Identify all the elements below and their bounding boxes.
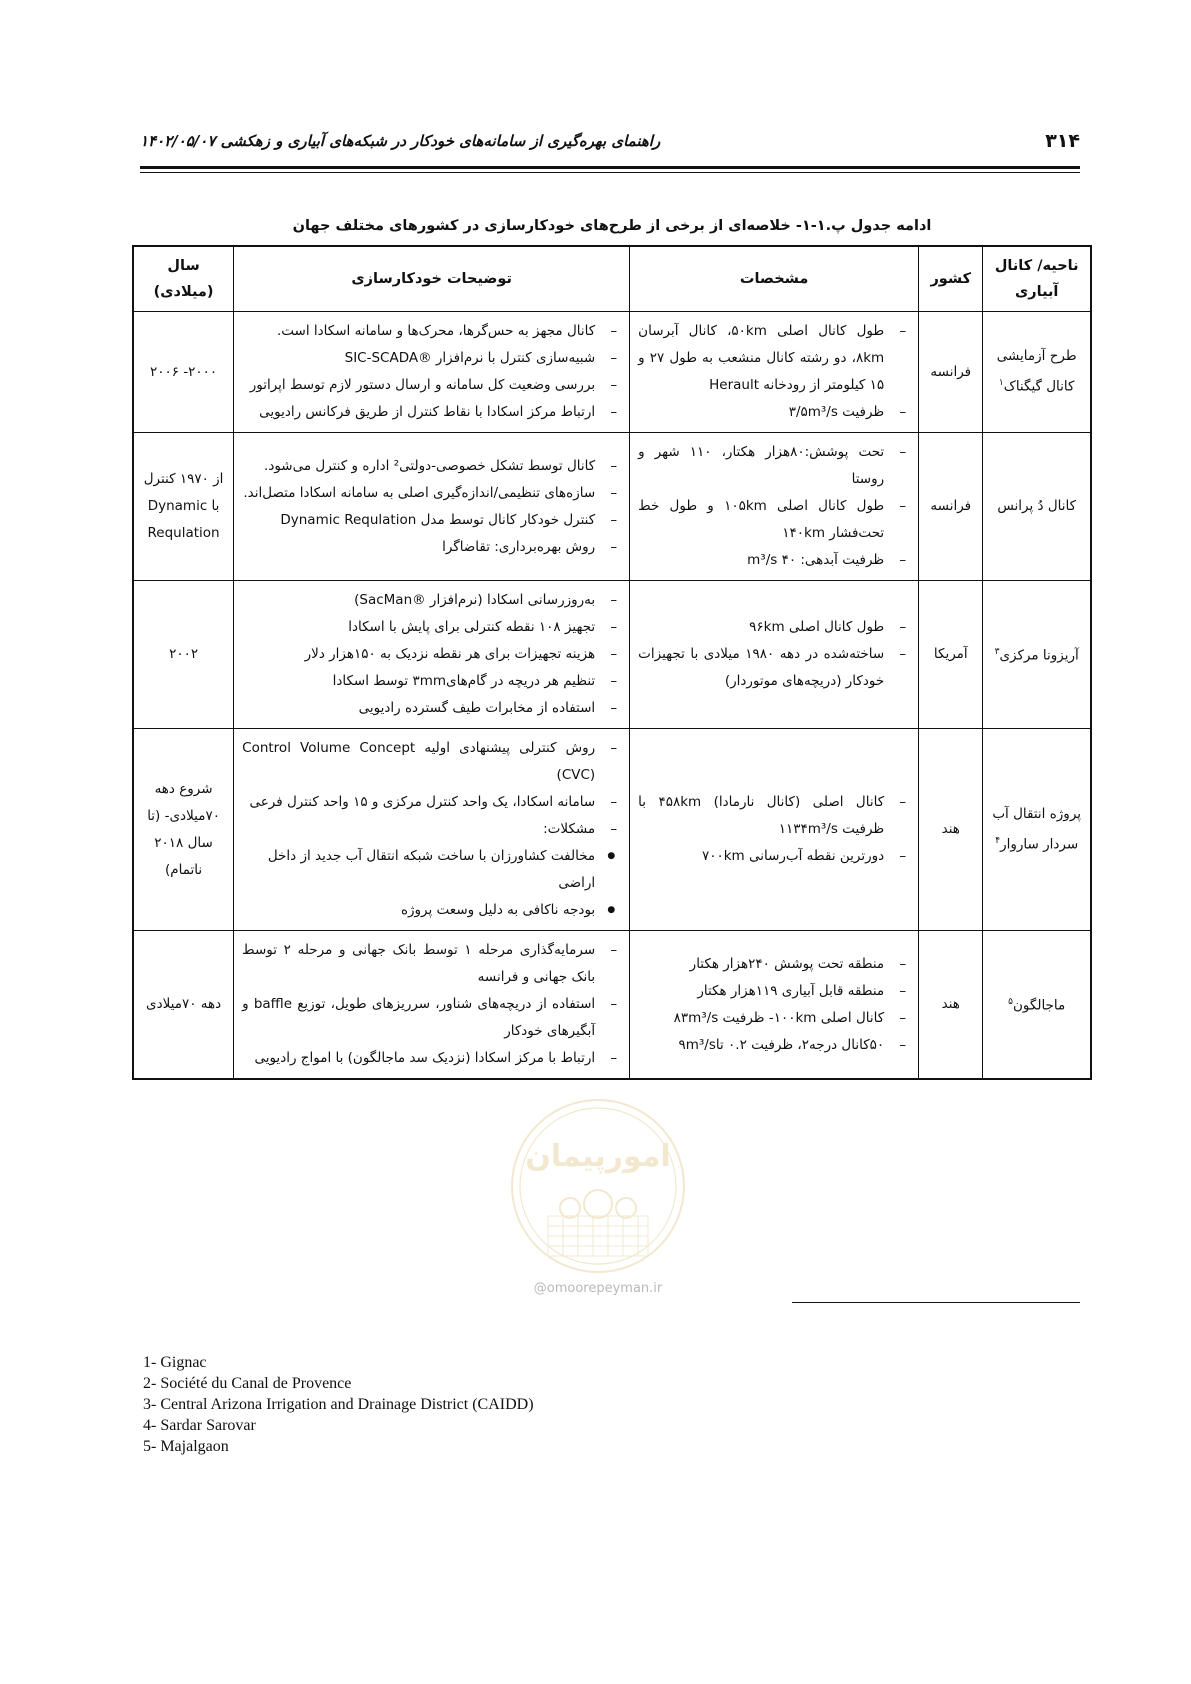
spec-item: – کانال اصلی (کانال نارمادا) ۴۵۸km با ظرفیت ۱۱۳۴m³/s: [638, 789, 910, 843]
table-caption: ادامه جدول پ.۱-۱- خلاصه‌ای از برخی از طرح‌های خودکارسازی در کشورهای مختلف جهان: [292, 218, 932, 234]
year-cell: شروع دهه ۷۰میلادی- (تا سال ۲۰۱۸ ناتمام): [133, 729, 234, 931]
automation-item: – مشکلات:: [242, 816, 621, 843]
spec-item: – ۵۰کانال درجه۲، ظرفیت ۰.۲ تا۹m³/s: [638, 1032, 910, 1059]
region-cell: [983, 312, 1091, 433]
automation-cell: [234, 433, 630, 581]
specs-cell: [630, 581, 919, 729]
region-cell: [983, 433, 1091, 581]
automation-item: – استفاده از دریچه‌های شناور، سرریزهای طویل، توزیع baffle و آبگیرهای خودکار: [242, 991, 621, 1045]
automation-item: – تجهیز ۱۰۸ نقطه کنترلی برای پایش با اسکادا: [242, 614, 621, 641]
spec-item: – ظرفیت آبدهی: ۴۰ m³/s: [638, 547, 910, 574]
table-row: [133, 433, 1091, 581]
footnote: 2- Société du Canal de Provence: [143, 1375, 352, 1392]
automation-item: – ارتباط مرکز اسکادا با نقاط کنترل از طریق فرکانس رادیویی: [242, 399, 621, 426]
specs-cell: [630, 312, 919, 433]
spec-item: – منطقه قابل آبیاری ۱۱۹هزار هکتار: [638, 978, 910, 1005]
footnote-ref: ۱: [998, 378, 1004, 389]
region-name: کانال دُ پرانس: [997, 498, 1077, 514]
spec-item: – کانال اصلی ۱۰۰km- ظرفیت ۸۳m³/s: [638, 1005, 910, 1032]
year-cell: از ۱۹۷۰ کنترل با Dynamic Requlation: [133, 433, 234, 581]
spec-item: – دورترین نقطه آب‌رسانی ۷۰۰km: [638, 843, 910, 870]
problem-item: ● بودجه ناکافی به دلیل وسعت پروژه: [242, 897, 621, 924]
specs-cell: [630, 931, 919, 1080]
year-cell: ۲۰۰۲: [133, 581, 234, 729]
country-cell: هند: [919, 931, 983, 1080]
specs-cell: [630, 433, 919, 581]
region-cell: [983, 581, 1091, 729]
automation-item: – سرمایه‌گذاری مرحله ۱ توسط بانک جهانی و مرحله ۲ توسط بانک جهانی و فرانسه: [242, 937, 621, 991]
header-rule-thick: [140, 166, 1080, 169]
spec-item: – ساخته‌شده در دهه ۱۹۸۰ میلادی با تجهیزات خودکار (دریچه‌های موتوردار): [638, 641, 910, 695]
problem-item: ● مخالفت کشاورزان با ساخت شبکه انتقال آب جدید از داخل اراضی: [242, 843, 621, 897]
year-cell: ۲۰۰۰- ۲۰۰۶: [133, 312, 234, 433]
footnote-separator: [792, 1302, 1080, 1303]
country-cell: آمریکا: [919, 581, 983, 729]
country-cell: فرانسه: [919, 312, 983, 433]
automation-item: – روش بهره‌برداری: تقاضاگرا: [242, 534, 621, 561]
automation-item: – کنترل خودکار کانال توسط مدل Dynamic Requlation: [242, 507, 621, 534]
col-header-specs: مشخصات: [630, 246, 919, 312]
specs-cell: [630, 729, 919, 931]
watermark-logo-icon: [508, 1096, 688, 1276]
automation-projects-table: [132, 245, 1092, 1080]
automation-item: – استفاده از مخابرات طیف گسترده رادیویی: [242, 695, 621, 722]
col-header-year: سال (میلادی): [133, 246, 234, 312]
spec-item: – منطقه تحت پوشش ۲۴۰هزار هکتار: [638, 951, 910, 978]
automation-item: – تنظیم هر دریچه در گام‌های۳mm توسط اسکادا: [242, 668, 621, 695]
col-header-country: کشور: [919, 246, 983, 312]
spec-item: – طول کانال اصلی ۱۰۵km و طول خط تحت‌فشار ۱۴۰km: [638, 493, 910, 547]
footnote-ref: ۳: [994, 647, 1000, 658]
footnotes: [143, 1352, 534, 1457]
footnote: 5- Majalgaon: [143, 1438, 229, 1455]
automation-item: – کانال توسط تشکل خصوصی-دولتی² اداره و کنترل می‌شود.: [242, 453, 621, 480]
automation-item: – کانال مجهز به حس‌گرها، محرک‌ها و سامانه اسکادا است.: [242, 318, 621, 345]
automation-item: – به‌روزرسانی اسکادا (نرم‌افزار ®SacMan): [242, 587, 621, 614]
problems-list: [242, 843, 621, 924]
footnote: 3- Central Arizona Irrigation and Drainage District (CAIDD): [143, 1396, 534, 1413]
spec-item: – ظرفیت ۳/۵m³/s: [638, 399, 910, 426]
table-row: [133, 312, 1091, 433]
automation-item: – ارتباط با مرکز اسکادا (نزدیک سد ماجالگون) با امواج رادیویی: [242, 1045, 621, 1072]
automation-cell: [234, 312, 630, 433]
table-header-row: [133, 246, 1091, 312]
spec-item: – طول کانال اصلی ۹۶km: [638, 614, 910, 641]
page-header: [140, 130, 1080, 164]
region-cell: [983, 931, 1091, 1080]
automation-cell: [234, 931, 630, 1080]
region-name: طرح آزمایشی کانال گیگناک: [996, 348, 1077, 395]
header-rule-thin: [140, 172, 1080, 173]
footnote: 1- Gignac: [143, 1354, 207, 1371]
automation-cell: [234, 729, 630, 931]
automation-item: – سامانه اسکادا، یک واحد کنترل مرکزی و ۱۵ واحد کنترل فرعی: [242, 789, 621, 816]
footnote-ref: ۴: [995, 835, 1001, 846]
spec-item: – طول کانال اصلی ۵۰km، کانال آبرسان ۸km، دو رشته کانال منشعب به طول ۲۷ و ۱۵ کیلومتر از رودخانه Herault: [638, 318, 910, 399]
automation-item: – بررسی وضعیت کل سامانه و ارسال دستور لازم توسط اپراتور: [242, 372, 621, 399]
automation-item: – سازه‌های تنظیمی/اندازه‌گیری اصلی به سامانه اسکادا متصل‌اند.: [242, 480, 621, 507]
col-header-region: ناحیه/ کانال آبیاری: [983, 246, 1091, 312]
country-cell: هند: [919, 729, 983, 931]
watermark-text: @omoorepeyman.ir: [533, 1281, 663, 1296]
region-cell: [983, 729, 1091, 931]
automation-item: – روش کنترلی پیشنهادی اولیه Control Volume Concept (CVC): [242, 735, 621, 789]
automation-item: – هزینه تجهیزات برای هر نقطه نزدیک به ۱۵۰هزار دلار: [242, 641, 621, 668]
automation-cell: [234, 581, 630, 729]
region-name: پروژه انتقال آب سردار ساروار: [992, 805, 1082, 853]
automation-item: – شبیه‌سازی کنترل با نرم‌افزار ®SIC-SCADA: [242, 345, 621, 372]
year-cell: دهه ۷۰میلادی: [133, 931, 234, 1080]
footnote: 4- Sardar Sarovar: [143, 1417, 256, 1434]
table-row: [133, 931, 1091, 1080]
country-cell: فرانسه: [919, 433, 983, 581]
region-name: ماجالگون: [1012, 997, 1066, 1014]
page-number: ۳۱۴: [1045, 130, 1080, 152]
spec-item: – تحت پوشش:۸۰هزار هکتار، ۱۱۰ شهر و روستا: [638, 439, 910, 493]
col-header-automation: توضیحات خودکارسازی: [234, 246, 630, 312]
watermark-logo-text: امورپیمان: [525, 1139, 671, 1174]
region-name: آریزونا مرکزی: [999, 647, 1079, 664]
table-row: [133, 729, 1091, 931]
table-row: [133, 581, 1091, 729]
running-title: راهنمای بهره‌گیری از سامانه‌های خودکار در شبکه‌های آبیاری و زهکشی ۱۴۰۲/۰۵/۰۷: [140, 132, 661, 150]
footnote-ref: ۵: [1008, 997, 1013, 1008]
